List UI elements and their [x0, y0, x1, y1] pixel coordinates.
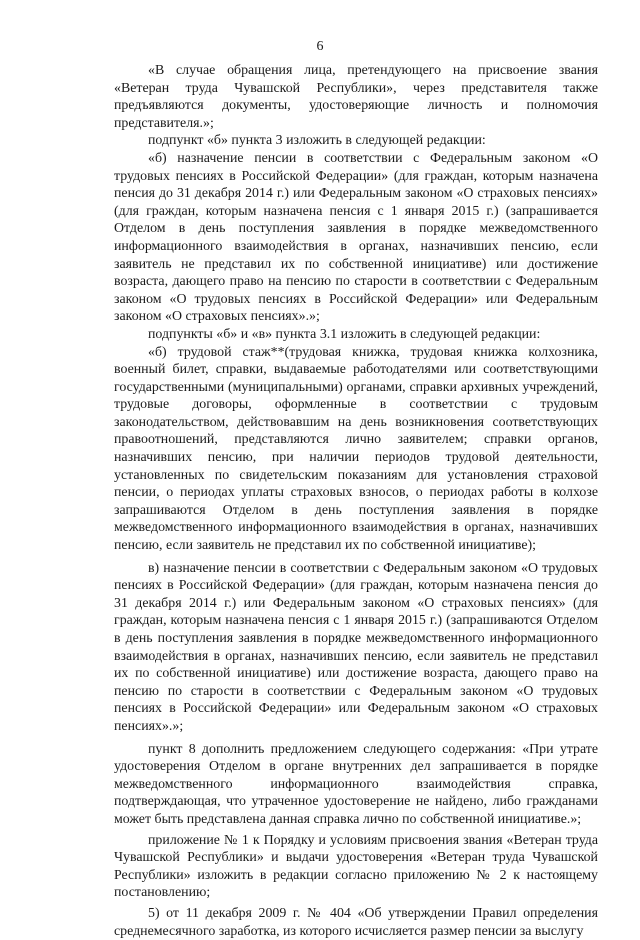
paragraph-subitem-b-item-3-intro: подпункт «б» пункта 3 изложить в следующей редакции:	[148, 133, 486, 149]
paragraph-application-by-representative: «В случае обращения лица, претендующего на присвоение звания «Ветеран труда Чувашской Республики», через представителя также предъявляются документы, удостоверяющие личность и полномочия представителя.»;	[114, 63, 598, 131]
document-body	[114, 62, 598, 940]
paragraph-subitem-v-pension-assignment: в) назначение пенсии в соответствии с Федеральным законом «О трудовых пенсиях в Российской Федерации» (для граждан, которым назначена пенсия до 31 декабря 2014 г.) или Федеральным законом «О страховых пенсиях» (для граждан, которым назначена пенсия с 1 января 2015 г.) (запрашиваются Отделом в день поступления заявления в порядке межведомственного информационного взаимодействия в органах, назначивших пенсию, если заявитель не представил их по собственной инициативе) или достижение возраста, дающего право на пенсию по старости в соответствии с Федеральным законом «О трудовых пенсиях в Российской Федерации» или Федеральным законом «О страховых пенсиях».»;	[114, 560, 598, 734]
paragraph-subitem-b-work-experience: «б) трудовой стаж**(трудовая книжка, трудовая книжка колхозника, военный билет, справки, выдаваемые работодателями или соответствующими государственными (муниципальными) органами, справки архивных учреждений, трудовые договоры, оформленные в соответствии с трудовым законодательством, действовавшим на день возникновения соответствующих правоотношений, представляются лично заявителем; справки органов, назначивших пенсию, при наличии периодов трудовой деятельности, установленных по свидетельским показаниям для установления страховой пенсии, о периодах уплаты страховых взносов, о периодах работы в колхозе запрашиваются Отделом в день поступления заявления в порядке межведомственного информационного взаимодействия в органах, назначивших пенсию, если заявитель не представил их по собственной инициативе);	[114, 344, 598, 554]
paragraph-item-5-resolution-404: 5) от 11 декабря 2009 г. № 404 «Об утверждении Правил определения среднемесячного заработка, из которого исчисляется размер пенсии за выслугу	[114, 905, 598, 939]
paragraph-subitem-b-pension-assignment: «б) назначение пенсии в соответствии с Федеральным законом «О трудовых пенсиях в Российской Федерации» (для граждан, которым назначена пенсия до 31 декабря 2014 г.) или Федеральным законом «О страховых пенсиях» (для граждан, которым назначена пенсия с 1 января 2015 г.) (запрашивается Отделом в день поступления заявления в порядке межведомственного информационного взаимодействия в органах, назначивших пенсию, если заявитель не представил их по собственной инициативе) или достижение возраста, дающего право на пенсию по старости в соответствии с Федеральным законом «О трудовых пенсиях в Российской Федерации» или Федеральным законом «О страховых пенсиях».»;	[114, 150, 598, 325]
page-number: 6	[316, 39, 324, 54]
paragraph-subitems-b-v-item-3-1-intro: подпункты «б» и «в» пункта 3.1 изложить в следующей редакции:	[148, 326, 541, 342]
paragraph-item-8-lost-certificate: пункт 8 дополнить предложением следующего содержания: «При утрате удостоверения Отделом в органе внутренних дел запрашивается в порядке межведомственного информационного взаимодействия справка, подтверждающая, что утраченное удостоверение не найдено, либо гражданами может быть представлена данная справка лично по собственной инициативе.»;	[114, 741, 598, 827]
paragraph-appendix-1-replacement: приложение № 1 к Порядку и условиям присвоения звания «Ветеран труда Чувашской Республики» и выдачи удостоверения «Ветеран труда Чувашской Республики» изложить в редакции согласно приложению № 2 к настоящему постановлению;	[114, 832, 598, 901]
